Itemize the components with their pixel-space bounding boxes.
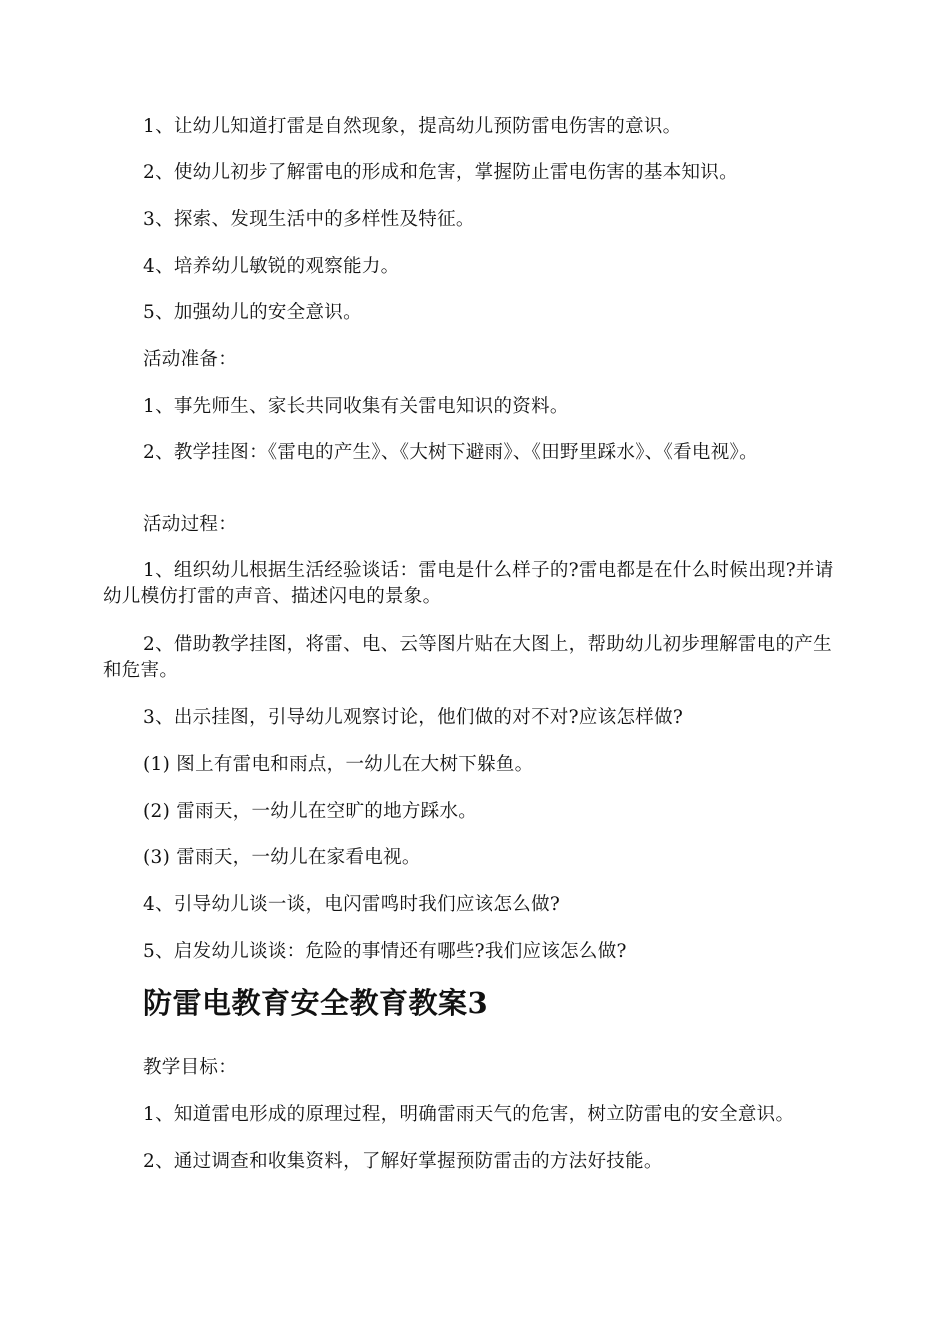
paragraph: 1、事先师生、家长共同收集有关雷电知识的资料。 (143, 396, 569, 417)
section-heading: 防雷电教育安全教育教案3 (143, 986, 489, 1020)
section-label: 活动准备： (143, 349, 238, 370)
paragraph: 2、教学挂图：《雷电的产生》、《大树下避雨》、《田野里踩水》、《看电视》。 (143, 442, 758, 463)
list-item: (2) 雷雨天，一幼儿在空旷的地方踩水。 (143, 801, 478, 822)
paragraph: 2、借助教学挂图，将雷、电、云等图片贴在大图上，帮助幼儿初步理解雷电的产生和危害。 (103, 634, 832, 681)
paragraph: 1、让幼儿知道打雷是自然现象，提高幼儿预防雷电伤害的意识。 (143, 116, 682, 137)
paragraph: 5、加强幼儿的安全意识。 (143, 302, 362, 323)
paragraph: 4、培养幼儿敏锐的观察能力。 (143, 256, 400, 277)
paragraph: 3、出示挂图，引导幼儿观察讨论，他们做的对不对?应该怎样做? (143, 707, 684, 728)
section-label: 教学目标： (143, 1057, 238, 1078)
paragraph: 1、组织幼儿根据生活经验谈话：雷电是什么样子的?雷电都是在什么时候出现?并请幼儿模仿打雷的声音、描述闪电的景象。 (103, 560, 834, 607)
paragraph: 2、通过调查和收集资料，了解好掌握预防雷击的方法好技能。 (143, 1151, 663, 1172)
paragraph: 1、知道雷电形成的原理过程，明确雷雨天气的危害，树立防雷电的安全意识。 (143, 1104, 795, 1125)
paragraph: 3、探索、发现生活中的多样性及特征。 (143, 209, 475, 230)
section-label: 活动过程： (143, 514, 238, 535)
paragraph: 2、使幼儿初步了解雷电的形成和危害，掌握防止雷电伤害的基本知识。 (143, 162, 738, 183)
list-item: (1) 图上有雷电和雨点，一幼儿在大树下躲鱼。 (143, 754, 534, 775)
list-item: (3) 雷雨天，一幼儿在家看电视。 (143, 847, 421, 868)
paragraph: 5、启发幼儿谈谈：危险的事情还有哪些?我们应该怎么做? (143, 941, 627, 962)
paragraph: 4、引导幼儿谈一谈，电闪雷鸣时我们应该怎么做? (143, 894, 561, 915)
